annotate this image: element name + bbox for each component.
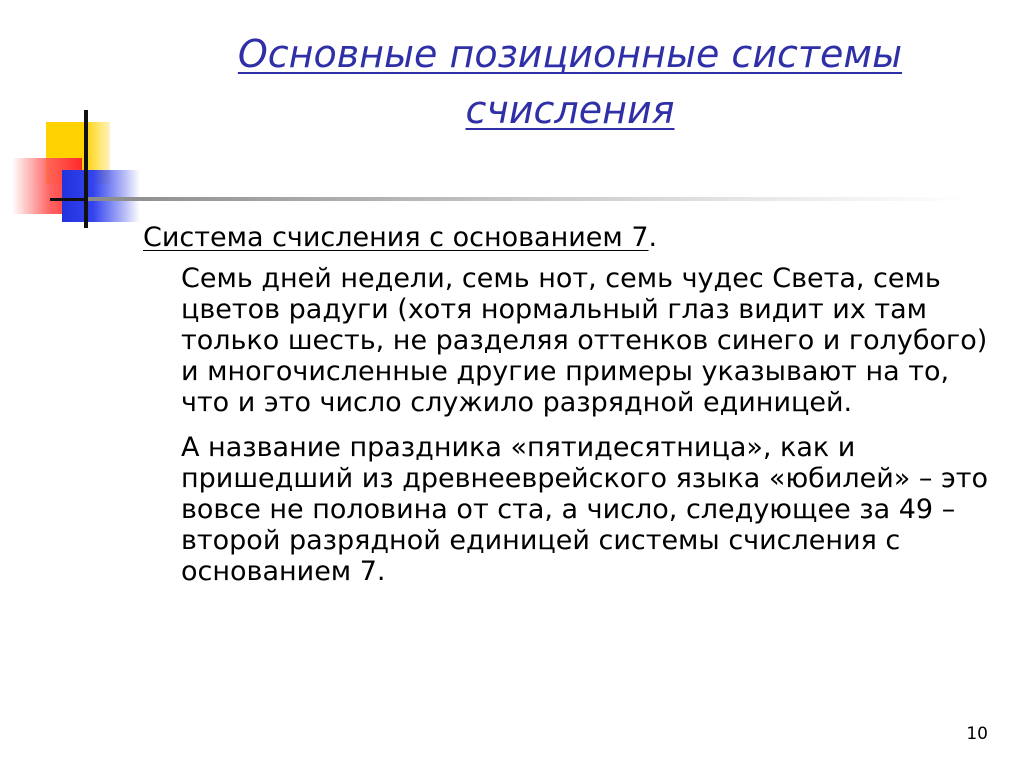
slide-title-line-2: счисления	[465, 88, 675, 132]
paragraph-2: А название праздника «пятидесятница», как и пришедший из древнееврейского языка «юбилей» – это вовсе не половина от ста, а число, следующее за 49 – второй разрядной единицей системы счисления с основанием 7.	[181, 432, 989, 587]
logo-vertical-line	[84, 110, 88, 228]
decorative-squares-logo	[0, 100, 150, 230]
slide-body	[143, 222, 1003, 601]
slide-title-line-1: Основные позиционные системы	[237, 32, 903, 76]
body-heading	[143, 222, 1003, 253]
title-divider	[88, 197, 968, 201]
slide-title	[170, 26, 970, 138]
body-heading-text: Система счисления с основанием 7	[143, 222, 649, 253]
body-heading-suffix: .	[648, 222, 658, 253]
blue-square	[62, 170, 140, 222]
paragraph-1: Семь дней недели, семь нот, семь чудес Света, семь цветов радуги (хотя нормальный глаз видит их там только шесть, не разделяя оттенков синего и голубого) и многочисленные другие примеры указывают на то, что и это число служило разрядной единицей.	[181, 263, 988, 418]
page-number: 10	[966, 724, 988, 744]
